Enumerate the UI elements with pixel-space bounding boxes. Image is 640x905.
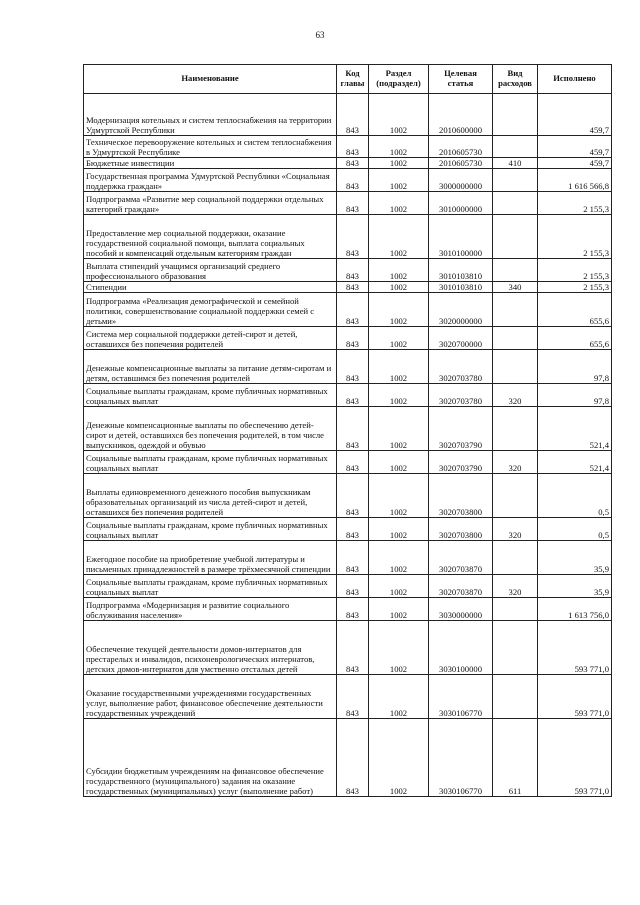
table-cell-section: 1002 bbox=[369, 451, 429, 474]
table-cell-target: 2010605730 bbox=[429, 158, 493, 169]
table-cell-amount: 35,9 bbox=[538, 575, 612, 598]
table-cell-section: 1002 bbox=[369, 158, 429, 169]
column-header-section: Раздел (подраздел) bbox=[369, 65, 429, 94]
table-cell-amount: 2 155,3 bbox=[538, 192, 612, 215]
table-cell-name: Социальные выплаты гражданам, кроме публичных нормативных социальных выплат bbox=[84, 575, 337, 598]
table-cell-section: 1002 bbox=[369, 293, 429, 327]
table-cell-target: 2010605730 bbox=[429, 136, 493, 158]
table-cell-type bbox=[493, 675, 538, 719]
table-cell-name: Социальные выплаты гражданам, кроме публичных нормативных социальных выплат bbox=[84, 451, 337, 474]
table-cell-name: Денежные компенсационные выплаты за питание детям-сиротам и детям, оставшимся без попечения родителей bbox=[84, 350, 337, 384]
table-cell-target: 3020703800 bbox=[429, 474, 493, 518]
table-cell-target: 3030100000 bbox=[429, 621, 493, 675]
table-cell-name: Социальные выплаты гражданам, кроме публичных нормативных социальных выплат bbox=[84, 384, 337, 407]
table-cell-code: 843 bbox=[337, 94, 369, 136]
table-cell-section: 1002 bbox=[369, 407, 429, 451]
budget-table bbox=[83, 64, 612, 797]
table-cell-section: 1002 bbox=[369, 169, 429, 192]
table-cell-type: 410 bbox=[493, 158, 538, 169]
table-row bbox=[84, 158, 612, 169]
table-cell-target: 3010100000 bbox=[429, 215, 493, 259]
table-cell-target: 3020703790 bbox=[429, 451, 493, 474]
table-cell-section: 1002 bbox=[369, 350, 429, 384]
table-cell-type bbox=[493, 621, 538, 675]
table-cell-type bbox=[493, 169, 538, 192]
column-header-type: Вид расходов bbox=[493, 65, 538, 94]
table-cell-code: 843 bbox=[337, 293, 369, 327]
table-cell-section: 1002 bbox=[369, 282, 429, 293]
table-cell-section: 1002 bbox=[369, 598, 429, 621]
table-cell-name: Бюджетные инвестиции bbox=[84, 158, 337, 169]
table-cell-type bbox=[493, 598, 538, 621]
table-cell-code: 843 bbox=[337, 451, 369, 474]
table-cell-amount: 521,4 bbox=[538, 407, 612, 451]
table-row bbox=[84, 327, 612, 350]
table-cell-type: 320 bbox=[493, 518, 538, 541]
table-cell-name: Техническое перевооружение котельных и систем теплоснабжения в Удмуртской Республике bbox=[84, 136, 337, 158]
table-row bbox=[84, 541, 612, 575]
table-cell-target: 2010600000 bbox=[429, 94, 493, 136]
table-cell-code: 843 bbox=[337, 169, 369, 192]
table-cell-code: 843 bbox=[337, 158, 369, 169]
table-cell-section: 1002 bbox=[369, 136, 429, 158]
table-cell-name: Стипендии bbox=[84, 282, 337, 293]
table-cell-name: Ежегодное пособие на приобретение учебной литературы и письменных принадлежностей в размере трёхмесячной стипендии bbox=[84, 541, 337, 575]
table-cell-section: 1002 bbox=[369, 719, 429, 797]
table-cell-amount: 593 771,0 bbox=[538, 675, 612, 719]
table-cell-section: 1002 bbox=[369, 675, 429, 719]
table-row bbox=[84, 719, 612, 797]
table-cell-name: Обеспечение текущей деятельности домов-интернатов для престарелых и инвалидов, психоневрологических интернатов, детских домов-интернатов для умственно отсталых детей bbox=[84, 621, 337, 675]
table-cell-type: 320 bbox=[493, 451, 538, 474]
table-cell-code: 843 bbox=[337, 384, 369, 407]
table-cell-name: Система мер социальной поддержки детей-сирот и детей, оставшихся без попечения родителей bbox=[84, 327, 337, 350]
table-cell-target: 3020703870 bbox=[429, 575, 493, 598]
table-cell-name: Подпрограмма «Реализация демографической и семейной политики, совершенствование социальной поддержки семей с детьми» bbox=[84, 293, 337, 327]
table-cell-code: 843 bbox=[337, 598, 369, 621]
table-cell-section: 1002 bbox=[369, 94, 429, 136]
table-cell-target: 3020703870 bbox=[429, 541, 493, 575]
table-cell-code: 843 bbox=[337, 192, 369, 215]
table-cell-code: 843 bbox=[337, 282, 369, 293]
table-row bbox=[84, 282, 612, 293]
table-row bbox=[84, 192, 612, 215]
table-cell-amount: 459,7 bbox=[538, 94, 612, 136]
table-cell-amount: 1 616 566,8 bbox=[538, 169, 612, 192]
table-cell-section: 1002 bbox=[369, 474, 429, 518]
table-cell-code: 843 bbox=[337, 259, 369, 282]
table-cell-section: 1002 bbox=[369, 215, 429, 259]
table-cell-code: 843 bbox=[337, 719, 369, 797]
table-row bbox=[84, 384, 612, 407]
table-cell-code: 843 bbox=[337, 136, 369, 158]
table-cell-name: Государственная программа Удмуртской Республики «Социальная поддержка граждан» bbox=[84, 169, 337, 192]
table-cell-amount: 2 155,3 bbox=[538, 282, 612, 293]
table-cell-amount: 459,7 bbox=[538, 158, 612, 169]
table-cell-type bbox=[493, 94, 538, 136]
table-cell-target: 3010103810 bbox=[429, 259, 493, 282]
table-cell-code: 843 bbox=[337, 518, 369, 541]
table-cell-amount: 35,9 bbox=[538, 541, 612, 575]
table-cell-name: Социальные выплаты гражданам, кроме публичных нормативных социальных выплат bbox=[84, 518, 337, 541]
table-cell-code: 843 bbox=[337, 575, 369, 598]
table-cell-amount: 97,8 bbox=[538, 350, 612, 384]
table-cell-type bbox=[493, 327, 538, 350]
table-row bbox=[84, 675, 612, 719]
table-cell-section: 1002 bbox=[369, 327, 429, 350]
table-row bbox=[84, 350, 612, 384]
table-cell-type bbox=[493, 215, 538, 259]
table-cell-section: 1002 bbox=[369, 621, 429, 675]
table-cell-target: 3010000000 bbox=[429, 192, 493, 215]
table-cell-amount: 655,6 bbox=[538, 327, 612, 350]
table-cell-target: 3030106770 bbox=[429, 675, 493, 719]
table-cell-amount: 593 771,0 bbox=[538, 719, 612, 797]
table-row bbox=[84, 94, 612, 136]
table-cell-section: 1002 bbox=[369, 575, 429, 598]
table-cell-code: 843 bbox=[337, 474, 369, 518]
column-header-target: Целевая статья bbox=[429, 65, 493, 94]
table-row bbox=[84, 621, 612, 675]
table-cell-code: 843 bbox=[337, 327, 369, 350]
table-cell-type bbox=[493, 136, 538, 158]
table-cell-type: 320 bbox=[493, 384, 538, 407]
table-row bbox=[84, 451, 612, 474]
table-cell-amount: 0,5 bbox=[538, 518, 612, 541]
table-cell-code: 843 bbox=[337, 621, 369, 675]
column-header-amount: Исполнено bbox=[538, 65, 612, 94]
table-cell-amount: 593 771,0 bbox=[538, 621, 612, 675]
table-cell-target: 3020703780 bbox=[429, 350, 493, 384]
table-cell-code: 843 bbox=[337, 675, 369, 719]
table-row bbox=[84, 259, 612, 282]
table-cell-name: Выплата стипендий учащимся организаций среднего профессионального образования bbox=[84, 259, 337, 282]
table-cell-target: 3010103810 bbox=[429, 282, 493, 293]
table-cell-target: 3020000000 bbox=[429, 293, 493, 327]
table-cell-target: 3020703800 bbox=[429, 518, 493, 541]
table-row bbox=[84, 575, 612, 598]
table-cell-amount: 521,4 bbox=[538, 451, 612, 474]
table-row bbox=[84, 215, 612, 259]
table-cell-code: 843 bbox=[337, 215, 369, 259]
table-cell-section: 1002 bbox=[369, 384, 429, 407]
table-cell-target: 3030000000 bbox=[429, 598, 493, 621]
table-cell-code: 843 bbox=[337, 541, 369, 575]
table-cell-amount: 2 155,3 bbox=[538, 259, 612, 282]
table-row bbox=[84, 598, 612, 621]
table-cell-amount: 655,6 bbox=[538, 293, 612, 327]
table-row bbox=[84, 518, 612, 541]
table-cell-name: Субсидии бюджетным учреждениям на финансовое обеспечение государственного (муниципального) задания на оказание государственных (муниципальных) услуг (выполнение работ) bbox=[84, 719, 337, 797]
table-row bbox=[84, 293, 612, 327]
table-cell-name: Выплаты единовременного денежного пособия выпускникам образовательных организаций из числа детей-сирот и детей, оставшихся без попечения родителей bbox=[84, 474, 337, 518]
table-cell-name: Подпрограмма «Развитие мер социальной поддержки отдельных категорий граждан» bbox=[84, 192, 337, 215]
table-cell-code: 843 bbox=[337, 350, 369, 384]
table-cell-name: Оказание государственными учреждениями государственных услуг, выполнение работ, финансовое обеспечение деятельности государственных учреждений bbox=[84, 675, 337, 719]
table-cell-name: Модернизация котельных и систем теплоснабжения на территории Удмуртской Республики bbox=[84, 94, 337, 136]
table-cell-code: 843 bbox=[337, 407, 369, 451]
table-cell-type bbox=[493, 293, 538, 327]
table-cell-section: 1002 bbox=[369, 259, 429, 282]
table-cell-name: Денежные компенсационные выплаты по обеспечению детей-сирот и детей, оставшихся без попечения родителей, в том числе выпускников, одеждой и обувью bbox=[84, 407, 337, 451]
table-cell-amount: 97,8 bbox=[538, 384, 612, 407]
table-cell-target: 3020700000 bbox=[429, 327, 493, 350]
table-row bbox=[84, 136, 612, 158]
table-cell-type bbox=[493, 541, 538, 575]
table-cell-type bbox=[493, 192, 538, 215]
table-cell-target: 3000000000 bbox=[429, 169, 493, 192]
table-row bbox=[84, 474, 612, 518]
table-cell-type bbox=[493, 407, 538, 451]
column-header-code: Код главы bbox=[337, 65, 369, 94]
table-cell-target: 3020703780 bbox=[429, 384, 493, 407]
table-cell-type bbox=[493, 350, 538, 384]
table-cell-target: 3030106770 bbox=[429, 719, 493, 797]
page-number: 63 bbox=[315, 30, 325, 40]
table-cell-type bbox=[493, 474, 538, 518]
table-cell-type: 340 bbox=[493, 282, 538, 293]
table-row bbox=[84, 407, 612, 451]
column-header-name: Наименование bbox=[84, 65, 337, 94]
table-cell-type bbox=[493, 259, 538, 282]
table-cell-amount: 459,7 bbox=[538, 136, 612, 158]
table-cell-amount: 2 155,3 bbox=[538, 215, 612, 259]
table-cell-name: Подпрограмма «Модернизация и развитие социального обслуживания населения» bbox=[84, 598, 337, 621]
table-cell-amount: 0,5 bbox=[538, 474, 612, 518]
table-header-row bbox=[84, 65, 612, 94]
table-cell-section: 1002 bbox=[369, 518, 429, 541]
table-cell-section: 1002 bbox=[369, 541, 429, 575]
table-cell-type: 320 bbox=[493, 575, 538, 598]
table-cell-amount: 1 613 756,0 bbox=[538, 598, 612, 621]
table-cell-section: 1002 bbox=[369, 192, 429, 215]
table-cell-type: 611 bbox=[493, 719, 538, 797]
table-cell-name: Предоставление мер социальной поддержки, оказание государственной социальной помощи, выплата социальных пособий и компенсаций отдельным категориям граждан bbox=[84, 215, 337, 259]
table-row bbox=[84, 169, 612, 192]
table-cell-target: 3020703790 bbox=[429, 407, 493, 451]
